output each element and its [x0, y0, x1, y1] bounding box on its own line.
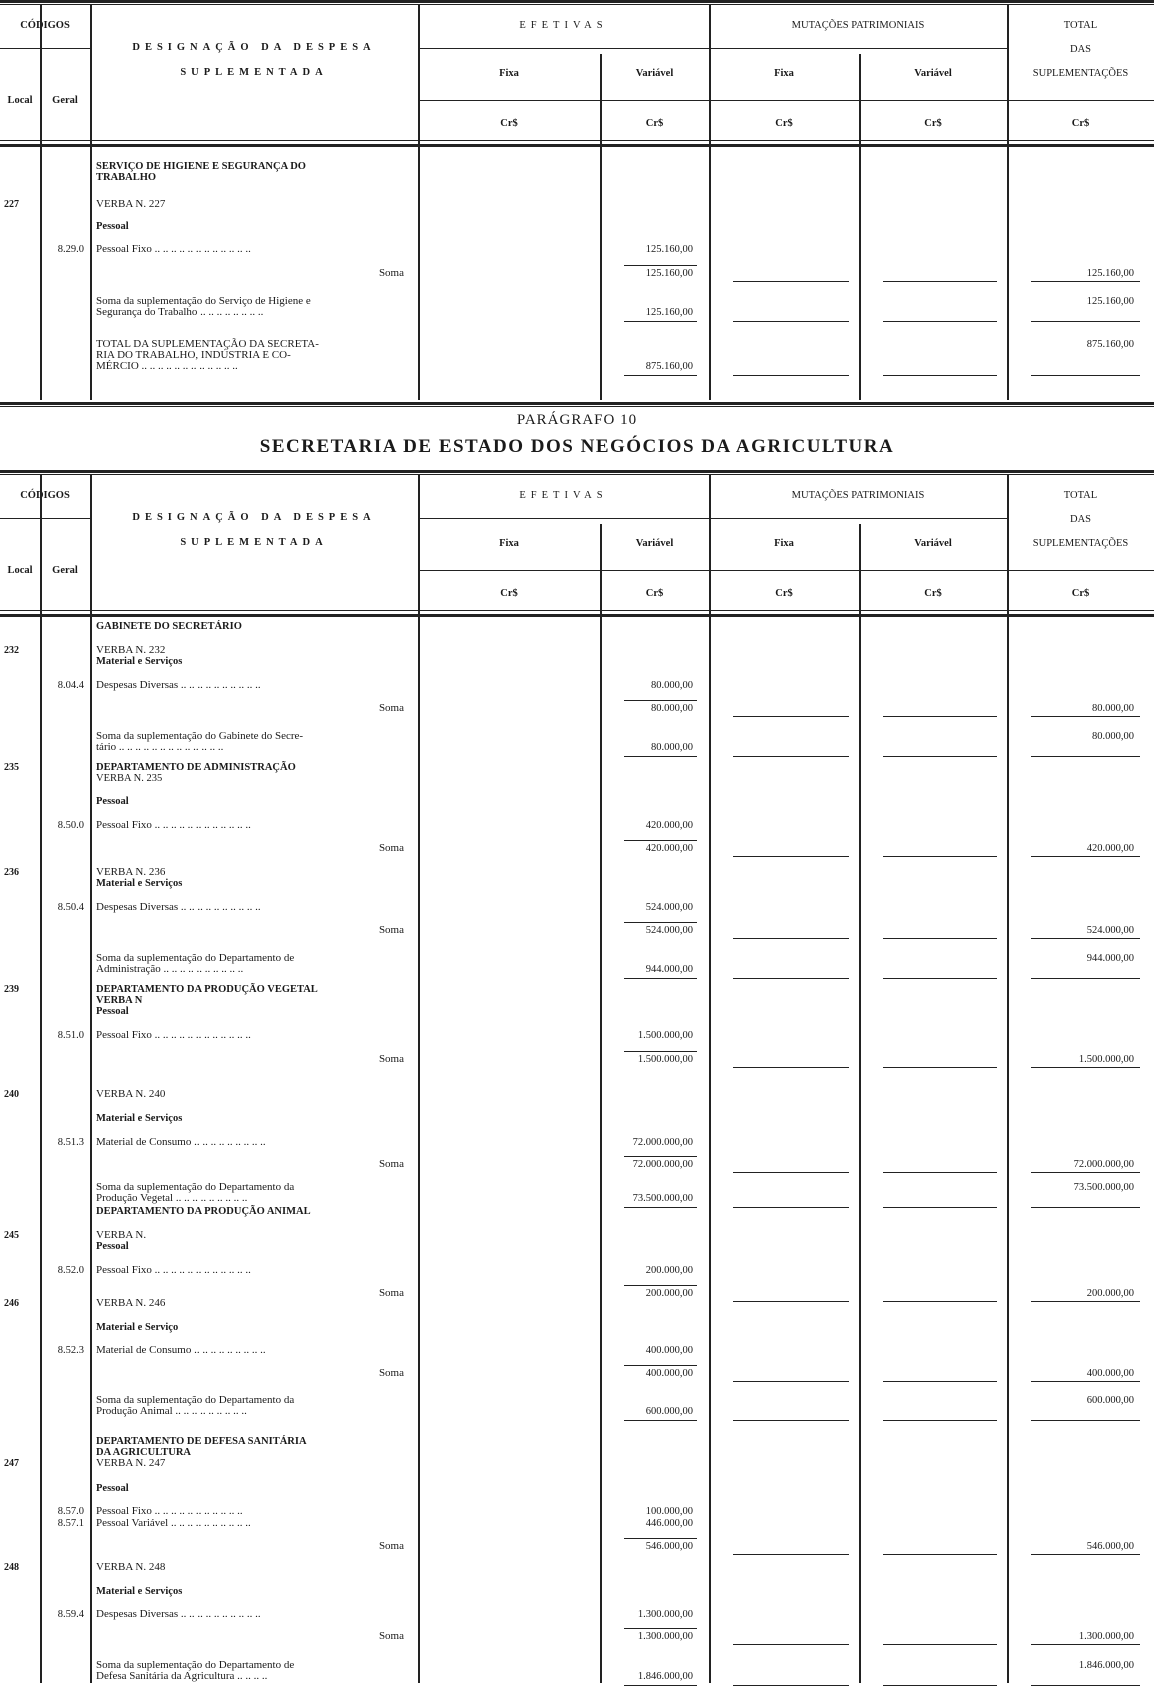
rule-line	[624, 265, 697, 266]
line-description: Material de Consumo .. .. .. .. .. .. .. .. ..	[96, 1136, 266, 1148]
line-description: Pessoal Fixo .. .. .. .. .. .. .. .. .. .. .. ..	[96, 1029, 251, 1041]
total-value: 1.846.000,00	[1078, 1660, 1134, 1671]
rule-line	[624, 840, 697, 841]
rule-line	[0, 402, 1154, 405]
line-description: Pessoal	[96, 1483, 129, 1494]
soma-label: Soma	[378, 842, 404, 854]
rule-line	[624, 978, 697, 979]
line-subdescription: VERBA N. 235	[96, 773, 163, 784]
line-description: Pessoal Fixo .. .. .. .. .. .. .. .. .. .. .. ..	[96, 819, 251, 831]
efetivas-variavel-header: Variável	[635, 68, 674, 79]
rule-line	[1031, 978, 1140, 979]
rule-line	[1031, 375, 1140, 376]
column-divider	[709, 616, 711, 1683]
column-divider	[418, 146, 420, 400]
line-description: Soma da suplementação do Serviço de Higiene e Segurança do Trabalho .. .. .. .. .. .. .. ..	[96, 295, 311, 318]
efetivas-header: EFETIVAS	[519, 20, 608, 31]
variavel-value: 420.000,00	[645, 820, 693, 831]
line-description: Pessoal Fixo .. .. .. .. .. .. .. .. .. .. .. ..	[96, 1264, 251, 1276]
rule-line	[1031, 321, 1140, 322]
line-description: Pessoal	[96, 221, 129, 232]
local-code: 235	[4, 762, 19, 773]
rule-line	[883, 716, 997, 717]
geral-code: 8.59.4	[57, 1609, 84, 1620]
rule-line	[624, 1285, 697, 1286]
rule-line	[0, 0, 1154, 3]
column-divider	[859, 524, 861, 616]
rule-line	[883, 1420, 997, 1421]
geral-code: 8.57.0	[57, 1506, 84, 1517]
rule-line	[418, 570, 1154, 571]
line-description: Soma da suplementação do Gabinete do Secre- tário .. .. .. .. .. .. .. .. .. .. .. .. ..	[96, 730, 304, 753]
total-value: 600.000,00	[1086, 1395, 1134, 1406]
line-description: VERBA N. 246	[96, 1297, 166, 1309]
mutacoes-fixa-header: Fixa	[774, 538, 794, 549]
line-description: VERBA N. 236	[96, 866, 166, 878]
soma-label: Soma	[378, 1630, 404, 1642]
column-divider	[859, 616, 861, 1683]
geral-header: Geral	[52, 95, 78, 106]
rule-line	[1031, 938, 1140, 939]
rule-line	[883, 1172, 997, 1173]
rule-line	[1031, 1207, 1140, 1208]
rule-line	[418, 518, 1007, 519]
currency-header: Cr$	[1071, 588, 1090, 599]
rule-line	[883, 1067, 997, 1068]
line-description: Despesas Diversas .. .. .. .. .. .. .. .. .. ..	[96, 901, 261, 913]
rule-line	[624, 1628, 697, 1629]
line-description: Soma da suplementação do Departamento de Administração .. .. .. .. .. .. .. .. .. ..	[96, 952, 295, 975]
currency-header: Cr$	[775, 588, 793, 599]
column-divider	[40, 146, 42, 400]
currency-header: Cr$	[924, 588, 942, 599]
rule-line	[733, 321, 849, 322]
efetivas-header: EFETIVAS	[519, 490, 608, 501]
total-value: 400.000,00	[1086, 1368, 1134, 1379]
mutacoes-variavel-header: Variável	[914, 68, 952, 79]
line-description: TOTAL DA SUPLEMENTAÇÃO DA SECRETA- RIA DO TRABALHO, INDÚSTRIA E CO- MÉRCIO .. .. .. .. .. .. .. .. .. .. .. ..	[96, 338, 319, 372]
mutacoes-header: MUTAÇÕES PATRIMONIAIS	[791, 490, 925, 501]
line-description: Material e Serviços	[96, 1586, 183, 1597]
variavel-value: 1.846.000,00	[637, 1671, 693, 1682]
codigos-header: CÓDIGOS	[20, 20, 70, 31]
rule-line	[1031, 1420, 1140, 1421]
rule-line	[0, 614, 1154, 617]
line-description: Soma da suplementação do Departamento da Produção Animal .. .. .. .. .. .. .. .. ..	[96, 1394, 295, 1417]
rule-line	[624, 1420, 697, 1421]
line-description: VERBA N. 247	[96, 1457, 166, 1469]
column-divider	[90, 146, 92, 400]
column-divider	[600, 146, 602, 400]
local-code: 239	[4, 984, 19, 995]
line-description: Soma da suplementação do Departamento de Defesa Sanitária da Agricultura .. .. .. ..	[96, 1659, 295, 1682]
rule-line	[733, 978, 849, 979]
paragraph-label: PARÁGRAFO 10	[516, 412, 638, 428]
column-divider	[859, 146, 861, 400]
rule-line	[1031, 281, 1140, 282]
variavel-value: 1.500.000,00	[637, 1030, 693, 1041]
rule-line	[883, 375, 997, 376]
rule-line	[0, 48, 90, 49]
section-title: SECRETARIA DE ESTADO DOS NEGÓCIOS DA AGRICULTURA	[259, 436, 895, 457]
rule-line	[624, 1538, 697, 1539]
line-description: Soma da suplementação do Departamento da Produção Vegetal .. .. .. .. .. .. .. .. ..	[96, 1181, 295, 1204]
variavel-value: 524.000,00	[645, 902, 693, 913]
rule-line	[733, 1381, 849, 1382]
line-description: Despesas Diversas .. .. .. .. .. .. .. .. .. ..	[96, 679, 261, 691]
line-subdescription: Material e Serviços	[96, 656, 183, 667]
variavel-value: 125.160,00	[645, 244, 693, 255]
currency-header: Cr$	[645, 118, 664, 129]
variavel-value: 1.500.000,00	[637, 1054, 693, 1065]
rule-line	[883, 1207, 997, 1208]
rule-line	[624, 1156, 697, 1157]
rule-line	[418, 48, 1007, 49]
column-divider	[1007, 146, 1009, 400]
line-description: VERBA N.	[96, 1229, 147, 1241]
local-code: 236	[4, 867, 19, 878]
column-divider	[859, 54, 861, 146]
column-divider	[600, 54, 602, 146]
rule-line	[624, 922, 697, 923]
designacao-header-2: SUPLEMENTADA	[180, 67, 328, 78]
column-divider	[1007, 475, 1009, 616]
rule-line	[733, 375, 849, 376]
total-value: 125.160,00	[1086, 296, 1134, 307]
soma-label: Soma	[378, 1540, 404, 1552]
line-description: Pessoal Variável .. .. .. .. .. .. .. .. .. ..	[96, 1517, 251, 1529]
currency-header: Cr$	[775, 118, 793, 129]
rule-line	[0, 470, 1154, 473]
line-description: DEPARTAMENTO DA PRODUÇÃO VEGETAL VERBA N Pessoal	[96, 984, 318, 1017]
rule-line	[0, 4, 1154, 5]
rule-line	[883, 1301, 997, 1302]
line-description: Despesas Diversas .. .. .. .. .. .. .. .. .. ..	[96, 1608, 261, 1620]
rule-line	[624, 1051, 697, 1052]
variavel-value: 875.160,00	[645, 361, 693, 372]
variavel-value: 944.000,00	[645, 964, 693, 975]
variavel-value: 400.000,00	[645, 1368, 693, 1379]
rule-line	[1031, 1301, 1140, 1302]
line-description: VERBA N. 227	[96, 198, 166, 210]
rule-line	[0, 474, 1154, 475]
rule-line	[733, 856, 849, 857]
line-description: Material de Consumo .. .. .. .. .. .. .. .. ..	[96, 1344, 266, 1356]
rule-line	[733, 1067, 849, 1068]
rule-line	[1031, 756, 1140, 757]
geral-code: 8.51.3	[57, 1137, 84, 1148]
variavel-value: 80.000,00	[651, 680, 693, 691]
soma-label: Soma	[378, 267, 404, 279]
total-value: 80.000,00	[1092, 703, 1134, 714]
variavel-value: 72.000.000,00	[632, 1159, 693, 1170]
rule-line	[624, 321, 697, 322]
column-divider	[600, 524, 602, 616]
line-description: Material e Serviço	[96, 1322, 179, 1333]
geral-code: 8.51.0	[57, 1030, 84, 1041]
rule-line	[733, 1301, 849, 1302]
rule-line	[1031, 716, 1140, 717]
column-divider	[600, 616, 602, 1683]
variavel-value: 125.160,00	[645, 268, 693, 279]
total-header-3: SUPLEMENTAÇÕES	[1032, 538, 1129, 549]
rule-line	[0, 140, 1154, 141]
rule-line	[883, 281, 997, 282]
variavel-value: 80.000,00	[651, 703, 693, 714]
rule-line	[733, 1644, 849, 1645]
column-divider	[90, 475, 92, 616]
rule-line	[733, 1207, 849, 1208]
currency-header: Cr$	[645, 588, 664, 599]
designacao-header: DESIGNAÇÃO DA DESPESA	[132, 512, 376, 523]
total-value: 72.000.000,00	[1073, 1159, 1134, 1170]
variavel-value: 80.000,00	[651, 742, 693, 753]
rule-line	[883, 1381, 997, 1382]
rule-line	[624, 756, 697, 757]
variavel-value: 1.300.000,00	[637, 1631, 693, 1642]
column-divider	[418, 616, 420, 1683]
rule-line	[883, 1644, 997, 1645]
total-header-3: SUPLEMENTAÇÕES	[1032, 68, 1129, 79]
rule-line	[1031, 1554, 1140, 1555]
variavel-value: 200.000,00	[645, 1288, 693, 1299]
rule-line	[1031, 856, 1140, 857]
soma-label: Soma	[378, 1367, 404, 1379]
rule-line	[624, 1207, 697, 1208]
rule-line	[0, 518, 90, 519]
local-code: 248	[4, 1562, 19, 1573]
local-header: Local	[7, 95, 33, 106]
variavel-value: 72.000.000,00	[632, 1137, 693, 1148]
designacao-header: DESIGNAÇÃO DA DESPESA	[132, 42, 376, 53]
total-value: 420.000,00	[1086, 843, 1134, 854]
designacao-header-2: SUPLEMENTADA	[180, 537, 328, 548]
currency-header: Cr$	[1071, 118, 1090, 129]
rule-line	[733, 938, 849, 939]
rule-line	[624, 375, 697, 376]
rule-line	[1031, 1644, 1140, 1645]
column-divider	[418, 475, 420, 616]
rule-line	[733, 281, 849, 282]
total-value: 944.000,00	[1086, 953, 1134, 964]
line-description: Pessoal Fixo .. .. .. .. .. .. .. .. .. .. ..	[96, 1505, 243, 1517]
local-code: 240	[4, 1089, 19, 1100]
column-divider	[709, 475, 711, 616]
line-description: VERBA N. 240	[96, 1088, 166, 1100]
total-value: 1.500.000,00	[1078, 1054, 1134, 1065]
currency-header: Cr$	[500, 588, 518, 599]
geral-code: 8.29.0	[57, 244, 84, 255]
total-value: 1.300.000,00	[1078, 1631, 1134, 1642]
currency-header: Cr$	[500, 118, 518, 129]
rule-line	[624, 700, 697, 701]
variavel-value: 446.000,00	[645, 1518, 693, 1529]
column-divider	[709, 146, 711, 400]
local-code: 227	[4, 199, 19, 210]
geral-code: 8.52.3	[57, 1345, 84, 1356]
soma-label: Soma	[378, 702, 404, 714]
rule-line	[883, 756, 997, 757]
rule-line	[0, 144, 1154, 147]
total-value: 73.500.000,00	[1073, 1182, 1134, 1193]
line-description: DEPARTAMENTO DE DEFESA SANITÁRIA DA AGRICULTURA	[96, 1436, 307, 1458]
local-code: 247	[4, 1458, 19, 1469]
efetivas-fixa-header: Fixa	[499, 538, 519, 549]
geral-header: Geral	[52, 565, 78, 576]
rule-line	[733, 1172, 849, 1173]
variavel-value: 100.000,00	[645, 1506, 693, 1517]
total-header: TOTAL	[1063, 490, 1098, 501]
rule-line	[883, 321, 997, 322]
soma-label: Soma	[378, 1287, 404, 1299]
mutacoes-fixa-header: Fixa	[774, 68, 794, 79]
rule-line	[733, 716, 849, 717]
total-value: 875.160,00	[1086, 339, 1134, 350]
line-description: Pessoal	[96, 796, 129, 807]
line-description: Material e Serviços	[96, 1113, 183, 1124]
variavel-value: 125.160,00	[645, 307, 693, 318]
line-description: GABINETE DO SECRETÁRIO	[96, 621, 242, 632]
column-divider	[418, 5, 420, 146]
variavel-value: 400.000,00	[645, 1345, 693, 1356]
soma-label: Soma	[378, 1053, 404, 1065]
line-subdescription: Pessoal	[96, 1241, 129, 1252]
column-divider	[40, 616, 42, 1683]
line-description: VERBA N. 232	[96, 644, 166, 656]
line-description: DEPARTAMENTO DE ADMINISTRAÇÃO	[96, 762, 296, 773]
rule-line	[883, 978, 997, 979]
column-divider	[1007, 5, 1009, 146]
total-value: 80.000,00	[1092, 731, 1134, 742]
variavel-value: 73.500.000,00	[632, 1193, 693, 1204]
soma-label: Soma	[378, 1158, 404, 1170]
variavel-value: 600.000,00	[645, 1406, 693, 1417]
column-divider	[90, 616, 92, 1683]
variavel-value: 546.000,00	[645, 1541, 693, 1552]
rule-line	[0, 610, 1154, 611]
total-value: 125.160,00	[1086, 268, 1134, 279]
variavel-value: 524.000,00	[645, 925, 693, 936]
rule-line	[624, 1365, 697, 1366]
efetivas-fixa-header: Fixa	[499, 68, 519, 79]
mutacoes-variavel-header: Variável	[914, 538, 952, 549]
local-code: 246	[4, 1298, 19, 1309]
rule-line	[883, 1554, 997, 1555]
total-header-2: DAS	[1069, 44, 1091, 55]
efetivas-variavel-header: Variável	[635, 538, 674, 549]
mutacoes-header: MUTAÇÕES PATRIMONIAIS	[791, 20, 925, 31]
variavel-value: 420.000,00	[645, 843, 693, 854]
total-value: 200.000,00	[1086, 1288, 1134, 1299]
column-divider	[40, 475, 42, 616]
local-code: 232	[4, 645, 19, 656]
column-divider	[40, 5, 42, 146]
column-divider	[1007, 616, 1009, 1683]
local-header: Local	[7, 565, 33, 576]
variavel-value: 1.300.000,00	[637, 1609, 693, 1620]
soma-label: Soma	[378, 924, 404, 936]
column-divider	[90, 5, 92, 146]
rule-line	[733, 1420, 849, 1421]
geral-code: 8.52.0	[57, 1265, 84, 1276]
variavel-value: 200.000,00	[645, 1265, 693, 1276]
geral-code: 8.50.0	[57, 820, 84, 831]
rule-line	[1031, 1172, 1140, 1173]
geral-code: 8.57.1	[57, 1518, 84, 1529]
rule-line	[1031, 1067, 1140, 1068]
rule-line	[418, 100, 1154, 101]
rule-line	[883, 938, 997, 939]
column-divider	[709, 5, 711, 146]
rule-line	[1031, 1381, 1140, 1382]
geral-code: 8.04.4	[57, 680, 84, 691]
rule-line	[0, 406, 1154, 407]
line-description: DEPARTAMENTO DA PRODUÇÃO ANIMAL	[96, 1206, 311, 1217]
rule-line	[733, 1554, 849, 1555]
line-description: SERVIÇO DE HIGIENE E SEGURANÇA DO TRABALHO	[96, 161, 306, 183]
rule-line	[733, 756, 849, 757]
total-header-2: DAS	[1069, 514, 1091, 525]
total-value: 546.000,00	[1086, 1541, 1134, 1552]
currency-header: Cr$	[924, 118, 942, 129]
total-header: TOTAL	[1063, 20, 1098, 31]
local-code: 245	[4, 1230, 19, 1241]
line-description: VERBA N. 248	[96, 1561, 166, 1573]
codigos-header: CÓDIGOS	[20, 490, 70, 501]
rule-line	[883, 856, 997, 857]
line-subdescription: Material e Serviços	[96, 878, 183, 889]
geral-code: 8.50.4	[57, 902, 84, 913]
line-description: Pessoal Fixo .. .. .. .. .. .. .. .. .. .. .. ..	[96, 243, 251, 255]
total-value: 524.000,00	[1086, 925, 1134, 936]
